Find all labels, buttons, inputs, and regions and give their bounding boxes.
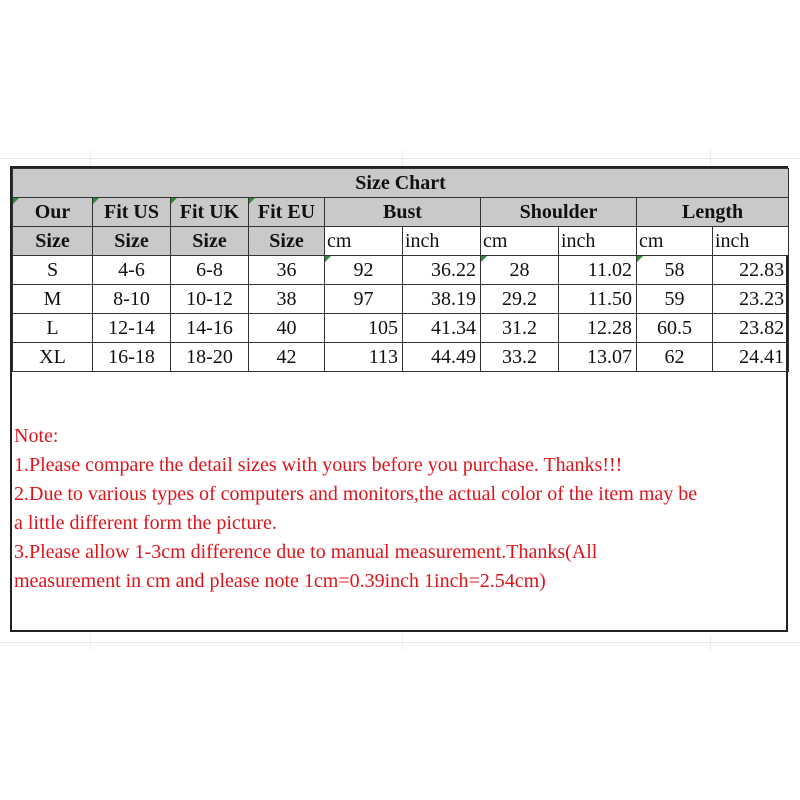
- background-gridline: [402, 150, 403, 166]
- notes-section: [14, 422, 784, 596]
- table-title: Size Chart: [13, 169, 789, 198]
- background-gridline: [90, 150, 91, 166]
- background-gridline: [710, 150, 711, 166]
- cell-uk: 18-20: [171, 343, 249, 372]
- cell-size: XL: [13, 343, 93, 372]
- cell-shoulder-inch: 13.07: [559, 343, 637, 372]
- cell-us: 12-14: [93, 314, 171, 343]
- cell-shoulder-cm: 29.2: [481, 285, 559, 314]
- background-gridline: [0, 158, 800, 159]
- cell-bust-cm: 92: [325, 256, 403, 285]
- unit-bust-inch: inch: [403, 227, 481, 256]
- table-row: [13, 343, 789, 372]
- unit-shoulder-inch: inch: [559, 227, 637, 256]
- cell-us: 16-18: [93, 343, 171, 372]
- cell-shoulder-cm: 33.2: [481, 343, 559, 372]
- cell-length-cm: 58: [637, 256, 713, 285]
- table-row: [13, 256, 789, 285]
- cell-length-inch: 22.83: [713, 256, 789, 285]
- header-fit-uk-2: Size: [171, 227, 249, 256]
- cell-shoulder-inch: 12.28: [559, 314, 637, 343]
- unit-length-inch: inch: [713, 227, 789, 256]
- cell-bust-inch: 38.19: [403, 285, 481, 314]
- header-bust: Bust: [325, 198, 481, 227]
- cell-eu: 38: [249, 285, 325, 314]
- cell-uk: 10-12: [171, 285, 249, 314]
- unit-length-cm: cm: [637, 227, 713, 256]
- header-fit-eu: Fit EU: [249, 198, 325, 227]
- cell-length-inch: 23.23: [713, 285, 789, 314]
- cell-eu: 40: [249, 314, 325, 343]
- header-fit-uk: Fit UK: [171, 198, 249, 227]
- cell-bust-inch: 41.34: [403, 314, 481, 343]
- cell-length-inch: 24.41: [713, 343, 789, 372]
- cell-shoulder-cm: 28: [481, 256, 559, 285]
- cell-uk: 6-8: [171, 256, 249, 285]
- header-our-size: Our: [13, 198, 93, 227]
- cell-bust-cm: 97: [325, 285, 403, 314]
- header-shoulder: Shoulder: [481, 198, 637, 227]
- cell-size: L: [13, 314, 93, 343]
- note-line: a little different form the picture.: [14, 512, 277, 534]
- cell-bust-inch: 36.22: [403, 256, 481, 285]
- cell-shoulder-cm: 31.2: [481, 314, 559, 343]
- cell-length-cm: 62: [637, 343, 713, 372]
- header-our-size-2: Size: [13, 227, 93, 256]
- cell-length-cm: 59: [637, 285, 713, 314]
- header-fit-eu-2: Size: [249, 227, 325, 256]
- note-line: measurement in cm and please note 1cm=0.39inch 1inch=2.54cm): [14, 570, 546, 592]
- note-line: 1.Please compare the detail sizes with yours before you purchase. Thanks!!!: [14, 454, 623, 476]
- table-row: [13, 314, 789, 343]
- background-gridline: [710, 634, 711, 650]
- cell-size: M: [13, 285, 93, 314]
- cell-uk: 14-16: [171, 314, 249, 343]
- cell-us: 8-10: [93, 285, 171, 314]
- cell-bust-cm: 105: [325, 314, 403, 343]
- cell-bust-cm: 113: [325, 343, 403, 372]
- cell-eu: 42: [249, 343, 325, 372]
- cell-us: 4-6: [93, 256, 171, 285]
- size-chart-table: [12, 168, 789, 372]
- table-row: [13, 285, 789, 314]
- header-fit-us: Fit US: [93, 198, 171, 227]
- cell-eu: 36: [249, 256, 325, 285]
- cell-bust-inch: 44.49: [403, 343, 481, 372]
- note-line: 2.Due to various types of computers and monitors,the actual color of the item may be: [14, 483, 698, 505]
- cell-size: S: [13, 256, 93, 285]
- background-gridline: [90, 634, 91, 650]
- cell-length-inch: 23.82: [713, 314, 789, 343]
- background-gridline: [402, 634, 403, 650]
- background-gridline: [0, 642, 800, 643]
- header-fit-us-2: Size: [93, 227, 171, 256]
- unit-shoulder-cm: cm: [481, 227, 559, 256]
- header-length: Length: [637, 198, 789, 227]
- size-chart-frame: [10, 166, 788, 632]
- cell-shoulder-inch: 11.02: [559, 256, 637, 285]
- cell-length-cm: 60.5: [637, 314, 713, 343]
- unit-bust-cm: cm: [325, 227, 403, 256]
- cell-shoulder-inch: 11.50: [559, 285, 637, 314]
- note-line: 3.Please allow 1-3cm difference due to manual measurement.Thanks(All: [14, 541, 598, 563]
- notes-heading: Note:: [14, 425, 59, 447]
